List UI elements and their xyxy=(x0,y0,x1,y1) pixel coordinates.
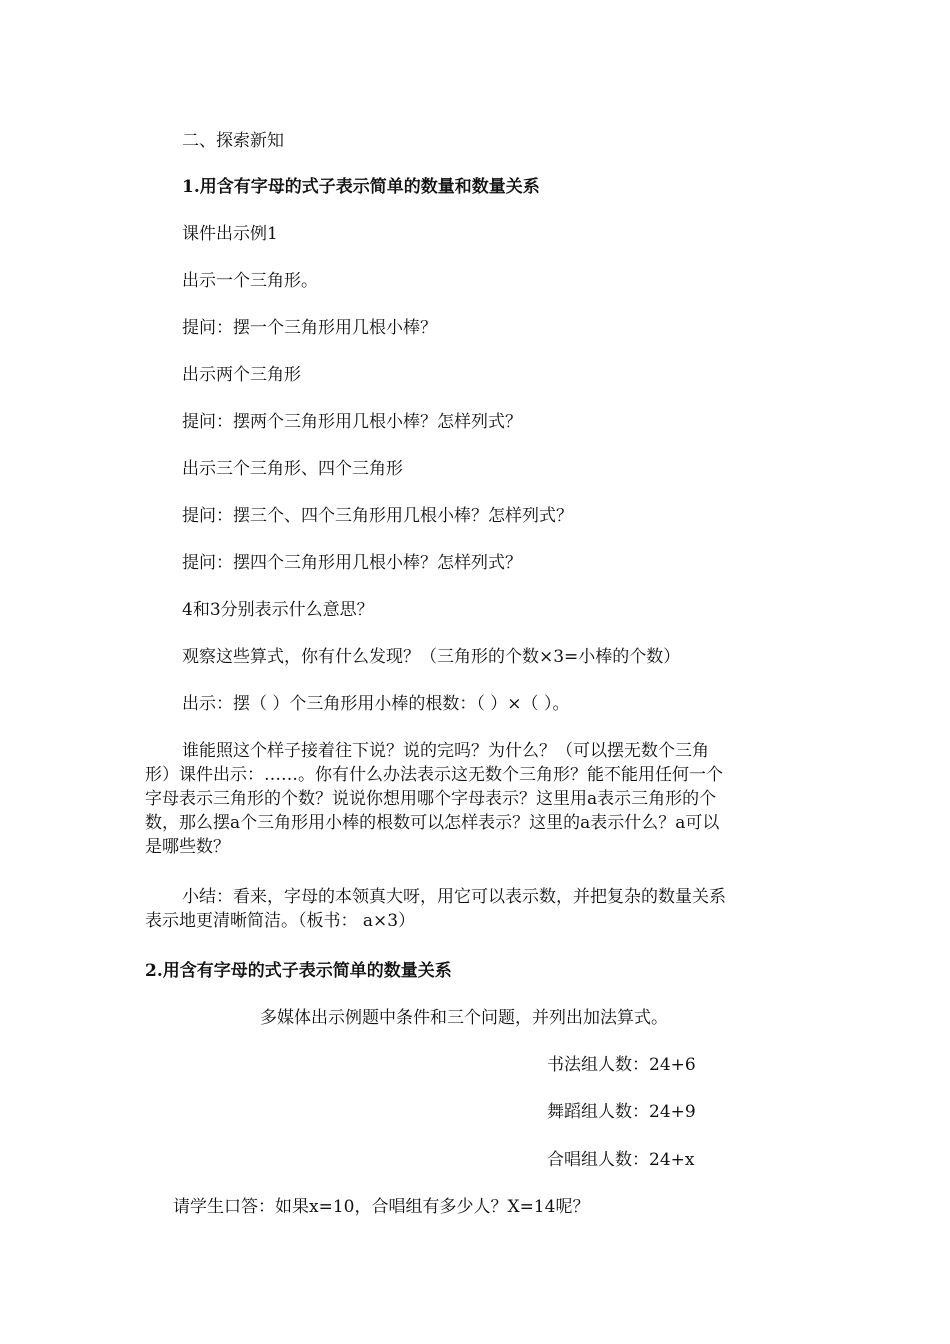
text-line: 出示两个三角形 xyxy=(182,365,301,385)
paragraph-line: 形）课件出示：……。你有什么办法表示这无数个三角形？能不能用任何一个 xyxy=(145,765,723,785)
text-line: 多媒体出示例题中条件和三个问题，并列出加法算式。 xyxy=(260,1008,668,1028)
paragraph-line: 小结：看来，字母的本领真大呀，用它可以表示数，并把复杂的数量关系 xyxy=(182,887,726,907)
text-line: 提问：摆两个三角形用几根小棒？怎样列式？ xyxy=(182,412,522,432)
text-line: 出示三个三角形、四个三角形 xyxy=(182,459,403,479)
formula-line: 合唱组人数：24+x xyxy=(547,1150,695,1170)
text-line: 请学生口答：如果x=10，合唱组有多少人？X=14呢？ xyxy=(173,1197,590,1217)
paragraph-line: 表示地更清晰简洁。（板书： a×3） xyxy=(145,911,416,931)
text-line: 观察这些算式，你有什么发现？（三角形的个数×3=小棒的个数） xyxy=(182,647,681,667)
paragraph-2 xyxy=(145,885,726,933)
section-title: 二、探索新知 xyxy=(182,131,284,151)
paragraph-line: 数，那么摆a个三角形用小棒的根数可以怎样表示？这里的a表示什么？a可以 xyxy=(145,813,720,833)
text-line: 出示一个三角形。 xyxy=(182,271,318,291)
text-line: 出示：摆（ ）个三角形用小棒的根数：（ ）×（ ）。 xyxy=(182,694,570,714)
heading-2: 2.用含有字母的式子表示简单的数量关系 xyxy=(145,961,452,981)
paragraph-line: 是哪些数？ xyxy=(145,837,230,857)
formula-line: 舞蹈组人数：24+9 xyxy=(547,1102,696,1122)
formula-line: 书法组人数：24+6 xyxy=(547,1055,696,1075)
paragraph-1 xyxy=(145,739,723,859)
text-line: 提问：摆三个、四个三角形用几根小棒？怎样列式？ xyxy=(182,506,573,526)
text-line: 提问：摆一个三角形用几根小棒？ xyxy=(182,318,437,338)
text-line: 课件出示例1 xyxy=(182,224,278,244)
text-line: 提问：摆四个三角形用几根小棒？怎样列式？ xyxy=(182,553,522,573)
text-line: 4和3分别表示什么意思？ xyxy=(182,600,374,620)
paragraph-line: 字母表示三角形的个数？说说你想用哪个字母表示？这里用a表示三角形的个 xyxy=(145,789,717,809)
heading-1: 1.用含有字母的式子表示简单的数量和数量关系 xyxy=(182,177,540,197)
paragraph-line: 谁能照这个样子接着往下说？说的完吗？为什么？（可以摆无数个三角 xyxy=(182,741,709,761)
